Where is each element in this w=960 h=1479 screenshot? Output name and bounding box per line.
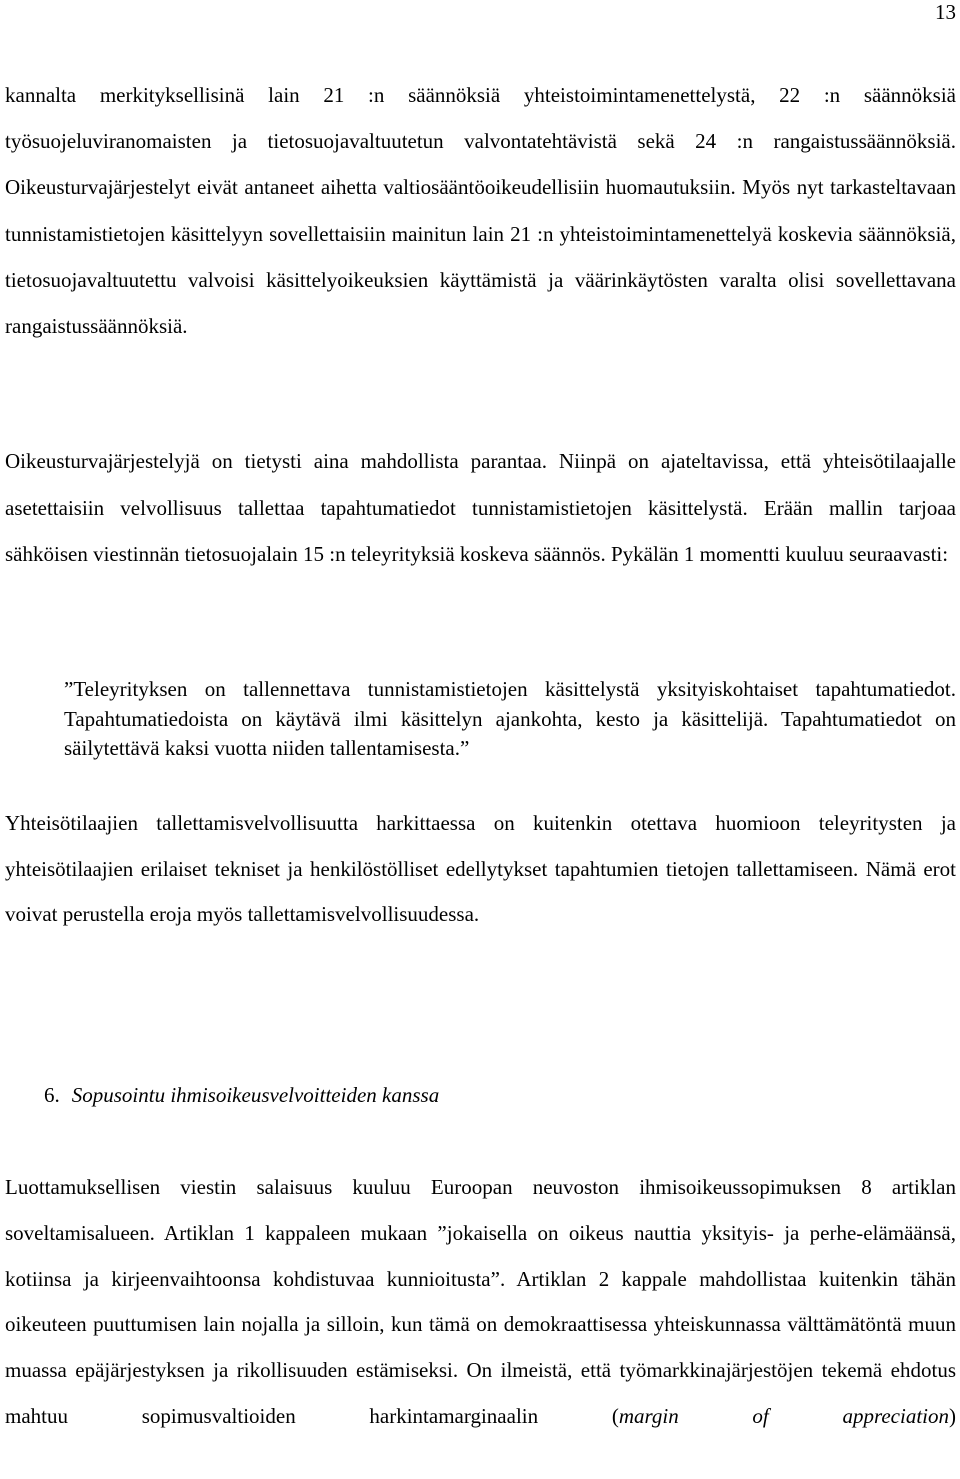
paragraph-tallettamisvelvollisuus: Yhteisötilaajien tallettamisvelvollisuutta harkittaessa on kuitenkin otettava huomioon teleyritysten ja yhteisötilaajien erilaiset tekniset ja henkilöstölliset edellytykset tapahtumien tietojen tallettamiseen. Nämä erot voivat perustella eroja myös tallettamisvelvollisuudessa.: [5, 811, 956, 927]
section-number: 6.: [44, 1083, 60, 1107]
section-heading: [44, 1081, 439, 1109]
paragraph-parantaminen: Oikeusturvajärjestelyjä on tietysti aina mahdollista parantaa. Niinpä on ajateltavissa, että yhteisötilaajalle asetettaisiin velvollisuus tallettaa tapahtumatiedot tunnistamistietojen käsittelystä. Erään mallin tarjoaa sähköisen viestinnän tietosuojalain 15 :n teleyrityksiä koskeva säännös. Pykälän 1 momentti kuuluu seuraavasti:: [5, 449, 956, 566]
paragraph-ihmisoikeudet-text: Luottamuksellisen viestin salaisuus kuuluu Euroopan neuvoston ihmisoikeussopimuksen 8 artiklan soveltamisalueen. Artiklan 1 kappaleen mukaan ”jokaisella on oikeus nauttia yksityis- ja perhe-elämäänsä, kotiinsa ja kirjeenvaihtoonsa kohdistuvaa kunnioitusta”. Artiklan 2 kappale mahdollistaa kuitenkin tähän oikeuteen puuttumisen lain nojalla ja silloin, kun tämä on demokraattisessa yhteiskunnassa välttämätöntä muun muassa epäjärjestyksen ja rikollisuuden estämiseksi. On ilmeistä, että työmarkkinajärjestöjen tekemä ehdotus mahtuu sopimusvaltioiden harkintamarginaalin (: [5, 1175, 956, 1428]
page-number: 13: [935, 0, 956, 24]
paragraph-ihmisoikeudet-end: ): [949, 1403, 957, 1428]
block-quote: ”Teleyrityksen on tallennettava tunnistamistietojen käsittelystä yksityiskohtaiset tapahtumatiedot. Tapahtumatiedoista on käytävä ilmi käsittelyn ajankohta, kesto ja käsittelijä. Tapahtumatiedot on säilytettävä kaksi vuotta niiden tallentamisesta.”: [64, 677, 956, 760]
paragraph-oikeusturva: kannalta merkityksellisinä lain 21 :n säännöksiä yhteistoimintamenettelystä, 22 :n säännöksiä työsuojeluviranomaisten ja tietosuojavaltuutetun valvontatehtävistä sekä 24 :n rangaistussäännöksiä. Oikeusturvajärjestelyt eivät antaneet aihetta valtiosääntöoikeudellisiin huomautuksiin. Myös nyt tarkasteltavaan tunnistamistietojen käsittelyyn sovellettaisiin mainitun lain 21 :n yhteistoimintamenettelyä koskevia säännöksiä, tietosuojavaltuutettu valvoisi käsittelyoikeuksien käyttämistä ja väärinkäytösten varalta olisi sovellettavana rangaistussäännöksiä.: [5, 83, 956, 339]
paragraph-ihmisoikeudet: [5, 1165, 956, 1440]
latin-term: margin of appreciation: [618, 1403, 950, 1428]
section-title: Sopusointu ihmisoikeusvelvoitteiden kanssa: [71, 1083, 440, 1107]
